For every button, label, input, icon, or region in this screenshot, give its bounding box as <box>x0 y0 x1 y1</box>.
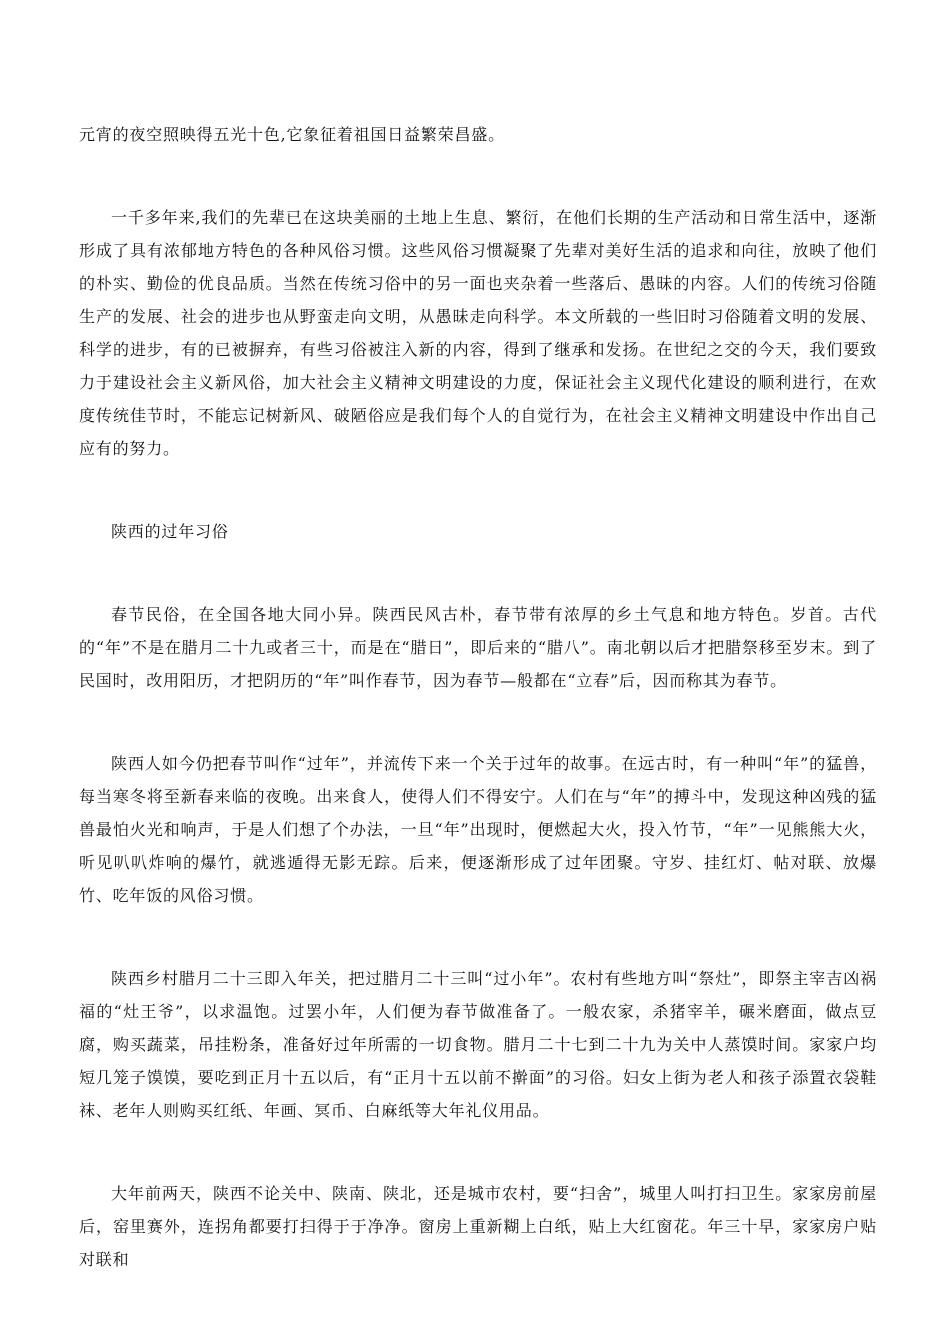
document-body <box>79 118 877 1326</box>
paragraph-little-new-year: 陕西乡村腊月二十三即入年关，把过腊月二十三叫“过小年”。农村有些地方叫“祭灶”，即祭主宰吉凶祸福的“灶王爷”，以求温饱。过罢小年，人们便为春节做准备了。一般农家，杀猪宰羊，碾米磨面，做点豆腐，购买蔬菜，吊挂粉条，准备好过年所需的一切食物。腊月二十七到二十九为关中人蒸馍时间。家家户均短几笼子馍馍，要吃到正月十五以后，有“正月十五以前不擀面”的习俗。妇女上街为老人和孩子添置衣袋鞋袜、老年人则购买红纸、年画、冥币、白麻纸等大年礼仪用品。 <box>79 969 877 1120</box>
paragraph-intro-fragment: 元宵的夜空照映得五光十色,它象征着祖国日益繁荣昌盛。 <box>79 125 505 144</box>
paragraph-house-cleaning: 大年前两天，陕西不论关中、陕南、陕北，还是城市农村，要“扫舍”，城里人叫打扫卫生。家家房前屋后，窑里赛外，连拐角都要打扫得于于净净。窗房上重新糊上白纸，贴上大红窗花。年三十早，家家房户贴对联和 <box>79 1184 877 1269</box>
paragraph-nian-legend: 陕西人如今仍把春节叫作“过年”，并流传下来一个关于过年的故事。在远古时，有一种叫“年”的猛兽，每当寒冬将至新春来临的夜晚。出来食人，使得人们不得安宁。人们在与“年”的搏斗中，发现这种凶残的猛兽最怕火光和响声，于是人们想了个办法，一旦“年”出现时，便燃起大火，投入竹节，“年”一见熊熊大火，听见叭叭炸响的爆竹，就逃遁得无影无踪。后来，便逐渐形成了过年团聚。守岁、挂红灯、帖对联、放爆竹、吃年饭的风俗习惯。 <box>79 754 877 905</box>
paragraph-customs-overview: 一千多年来,我们的先辈已在这块美丽的土地上生息、繁衍，在他们长期的生产活动和日常生活中，逐渐形成了具有浓郁地方特色的各种风俗习惯。这些风俗习惯凝聚了先辈对美好生活的追求和向往，放映了他们的朴实、勤俭的优良品质。当然在传统习俗中的另一面也夹杂着一些落后、愚昧的内容。人们的传统习俗随生产的发展、社会的进步也从野蛮走向文明，从愚昧走向科学。本文所载的一些旧时习俗随着文明的发展、科学的进步，有的已被摒弃，有些习俗被注入新的内容，得到了继承和发扬。在世纪之交的今天，我们要致力于建设社会主义新风俗，加大社会主义精神文明建设的力度，保证社会主义现代化建设的顺利进行，在欢度传统佳节时，不能忘记树新风、破陋俗应是我们每个人的自觉行为，在社会主义精神文明建设中作出自己应有的努力。 <box>79 208 877 458</box>
section-heading: 陕西的过年习俗 <box>111 522 229 541</box>
paragraph-spring-festival: 春节民俗，在全国各地大同小异。陕西民风古朴，春节带有浓厚的乡土气息和地方特色。岁首。古代的“年”不是在腊月二十九或者三十，而是在“腊日”，即后来的“腊八”。南北朝以后才把腊祭移至岁末。到了民国时，改用阳历，才把阴历的“年”叫作春节，因为春节—般都在“立春”后，因而称其为春节。 <box>79 605 877 690</box>
